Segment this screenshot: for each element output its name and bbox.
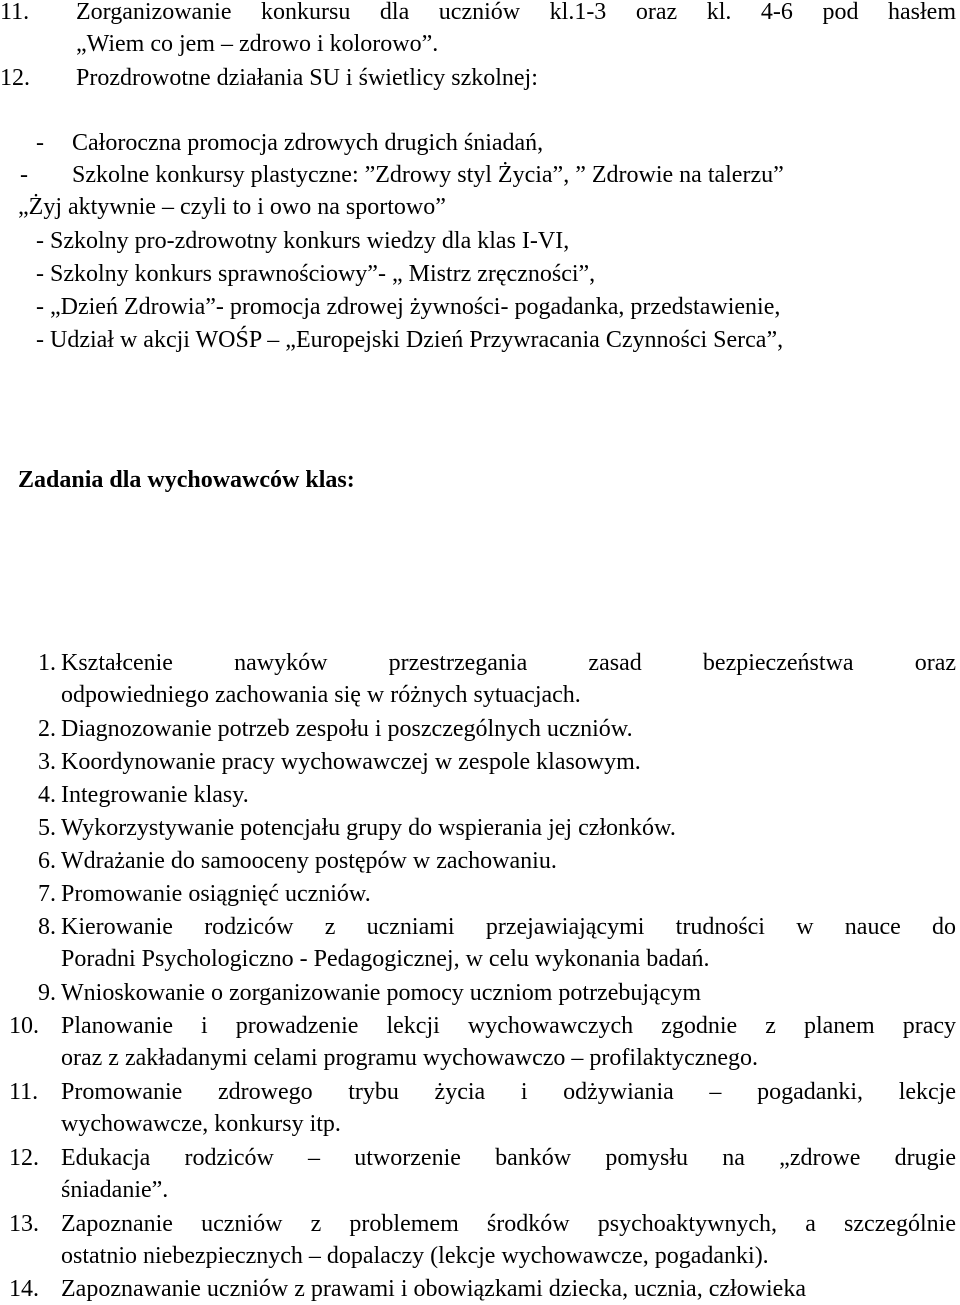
- task-text: Zapoznawanie uczniów z prawami i obowiązkami dziecka, ucznia, człowieka: [61, 1276, 806, 1302]
- activity-dash: -: [36, 130, 44, 156]
- task-number: 4.: [38, 782, 56, 808]
- task-number: 3.: [38, 749, 56, 775]
- top-item-number: 11.: [0, 0, 30, 25]
- task-number: 14.: [9, 1276, 39, 1302]
- task-text-continued: Poradni Psychologiczno - Pedagogicznej, w celu wykonania badań.: [61, 946, 710, 972]
- task-text: Kształcenie nawyków przestrzegania zasad bezpieczeństwa oraz: [61, 650, 956, 676]
- task-text: Promowanie osiągnięć uczniów.: [61, 881, 371, 907]
- task-text: Integrowanie klasy.: [61, 782, 249, 808]
- section-heading: Zadania dla wychowawców klas:: [18, 467, 355, 493]
- task-text: Diagnozowanie potrzeb zespołu i poszczególnych uczniów.: [61, 716, 633, 742]
- task-text: Wnioskowanie o zorganizowanie pomocy uczniom potrzebującym: [61, 980, 702, 1006]
- activity-item: Szkolne konkursy plastyczne: ”Zdrowy styl Życia”, ” Zdrowie na talerzu”: [72, 162, 784, 188]
- task-number: 2.: [38, 716, 56, 742]
- top-item-text: Zorganizowanie konkursu dla uczniów kl.1-3 oraz kl. 4-6 pod hasłem: [76, 0, 956, 25]
- task-number: 12.: [9, 1145, 39, 1171]
- task-number: 6.: [38, 848, 56, 874]
- activity-dash: -: [20, 162, 28, 188]
- task-number: 10.: [9, 1013, 39, 1039]
- task-text: Kierowanie rodziców z uczniami przejawiającymi trudności w nauce do: [61, 914, 956, 940]
- top-item-text: Prozdrowotne działania SU i świetlicy szkolnej:: [76, 65, 538, 91]
- task-text: Wdrażanie do samooceny postępów w zachowaniu.: [61, 848, 557, 874]
- activity-item: Całoroczna promocja zdrowych drugich śniadań,: [72, 130, 544, 156]
- activity-item: - Udział w akcji WOŚP – „Europejski Dzień Przywracania Czynności Serca”,: [36, 327, 784, 353]
- task-text-continued: śniadanie”.: [61, 1177, 169, 1203]
- task-number: 13.: [9, 1211, 39, 1237]
- task-text-continued: odpowiedniego zachowania się w różnych sytuacjach.: [61, 682, 581, 708]
- task-text: Wykorzystywanie potencjału grupy do wspierania jej członków.: [61, 815, 676, 841]
- task-number: 8.: [38, 914, 56, 940]
- task-number: 11.: [9, 1079, 39, 1105]
- activity-item: - Szkolny pro-zdrowotny konkurs wiedzy dla klas I-VI,: [36, 228, 570, 254]
- task-number: 1.: [38, 650, 56, 676]
- task-text: Planowanie i prowadzenie lekcji wychowawczych zgodnie z planem pracy: [61, 1013, 956, 1039]
- task-number: 7.: [38, 881, 56, 907]
- top-item-number: 12.: [0, 65, 30, 91]
- activity-item: „Żyj aktywnie – czyli to i owo na sportowo”: [18, 194, 446, 220]
- task-text-continued: wychowawcze, konkursy itp.: [61, 1111, 341, 1137]
- activity-item: - Szkolny konkurs sprawnościowy”- „ Mistrz zręczności”,: [36, 261, 596, 287]
- activity-item: - „Dzień Zdrowia”- promocja zdrowej żywności- pogadanka, przedstawienie,: [36, 294, 781, 320]
- top-item-text-continued: „Wiem co jem – zdrowo i kolorowo”.: [76, 31, 439, 57]
- task-text: Zapoznanie uczniów z problemem środków psychoaktywnych, a szczególnie: [61, 1211, 956, 1237]
- task-text-continued: oraz z zakładanymi celami programu wychowawczo – profilaktycznego.: [61, 1045, 759, 1071]
- task-number: 5.: [38, 815, 56, 841]
- task-text: Koordynowanie pracy wychowawczej w zespole klasowym.: [61, 749, 641, 775]
- task-text: Edukacja rodziców – utworzenie banków pomysłu na „zdrowe drugie: [61, 1145, 956, 1171]
- task-text: Promowanie zdrowego trybu życia i odżywiania – pogadanki, lekcje: [61, 1079, 956, 1105]
- task-number: 9.: [38, 980, 56, 1006]
- task-text-continued: ostatnio niebezpiecznych – dopalaczy (lekcje wychowawcze, pogadanki).: [61, 1243, 769, 1269]
